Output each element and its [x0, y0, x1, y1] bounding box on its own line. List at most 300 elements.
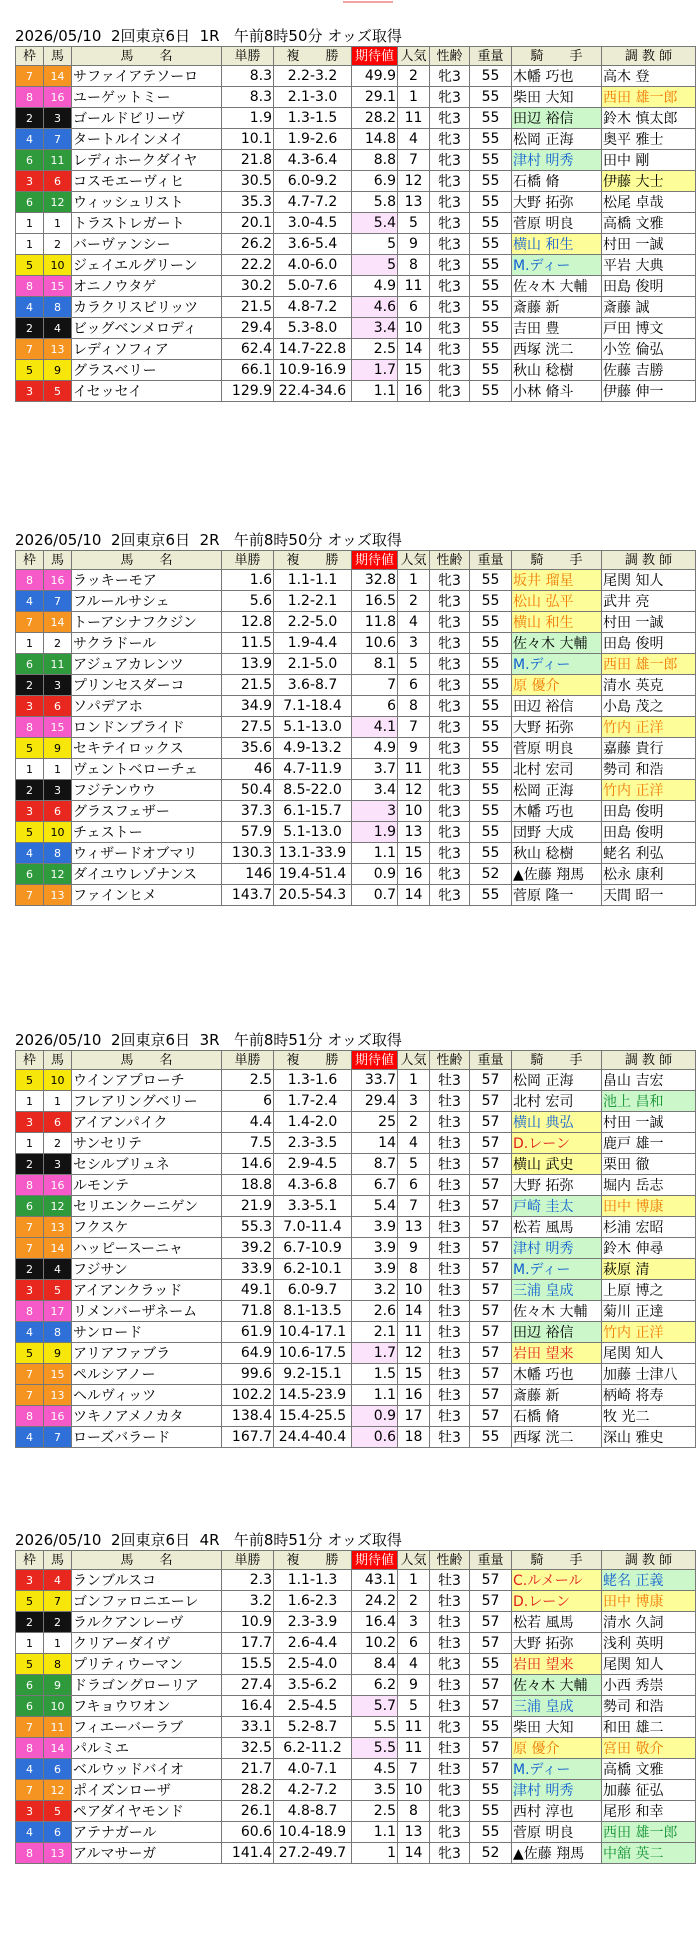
place-odds: 2.9-4.5	[274, 1154, 352, 1175]
horse-name: ファインヒメ	[72, 885, 222, 906]
table-row	[16, 1570, 696, 1591]
horse-name: ラッキーモア	[72, 570, 222, 591]
trainer-name: 上原 博之	[602, 1280, 696, 1301]
place-odds: 10.6-17.5	[274, 1343, 352, 1364]
table-row	[16, 360, 696, 381]
column-header: 単勝	[222, 1551, 274, 1570]
jockey-name: 松岡 正海	[512, 1070, 602, 1091]
horse-name: ペルシアノー	[72, 1364, 222, 1385]
jockey-name: 北村 宏司	[512, 759, 602, 780]
table-row	[16, 297, 696, 318]
win-odds: 130.3	[222, 843, 274, 864]
sex-age: 牡3	[430, 1343, 470, 1364]
trainer-name: 堀内 岳志	[602, 1175, 696, 1196]
popularity: 6	[398, 1175, 430, 1196]
horse-number: 15	[44, 1364, 72, 1385]
horse-number: 16	[44, 570, 72, 591]
expected-value: 4.1	[352, 717, 398, 738]
weight: 55	[470, 1717, 512, 1738]
table-row	[16, 1780, 696, 1801]
horse-number: 10	[44, 1696, 72, 1717]
win-odds: 35.3	[222, 192, 274, 213]
win-odds: 102.2	[222, 1385, 274, 1406]
sex-age: 牝3	[430, 87, 470, 108]
trainer-name: 伊藤 伸一	[602, 381, 696, 402]
weight: 55	[470, 675, 512, 696]
waku-cell: 1	[16, 1633, 44, 1654]
jockey-name: 佐々木 大輔	[512, 633, 602, 654]
weight: 55	[470, 843, 512, 864]
waku-cell: 1	[16, 1091, 44, 1112]
jockey-name: 佐々木 大輔	[512, 276, 602, 297]
popularity: 5	[398, 213, 430, 234]
expected-value: 10.6	[352, 633, 398, 654]
jockey-name: 松若 風馬	[512, 1217, 602, 1238]
expected-value: 28.2	[352, 108, 398, 129]
jockey-name: 松若 風馬	[512, 1612, 602, 1633]
waku-cell: 7	[16, 66, 44, 87]
column-header: 性齢	[430, 551, 470, 570]
table-row	[16, 318, 696, 339]
sex-age: 牡3	[430, 1091, 470, 1112]
sex-age: 牝3	[430, 822, 470, 843]
table-row	[16, 1154, 696, 1175]
win-odds: 33.1	[222, 1717, 274, 1738]
trainer-name: 斎藤 誠	[602, 297, 696, 318]
jockey-name: 斎藤 新	[512, 297, 602, 318]
expected-value: 3.2	[352, 1280, 398, 1301]
horse-number: 13	[44, 1385, 72, 1406]
win-odds: 6	[222, 1091, 274, 1112]
waku-cell: 5	[16, 1591, 44, 1612]
trainer-name: 高木 登	[602, 66, 696, 87]
horse-number: 8	[44, 843, 72, 864]
place-odds: 5.2-8.7	[274, 1717, 352, 1738]
column-header: 期待値	[352, 1051, 398, 1070]
win-odds: 167.7	[222, 1427, 274, 1448]
weight: 57	[470, 1696, 512, 1717]
popularity: 2	[398, 591, 430, 612]
jockey-name: 北村 宏司	[512, 1091, 602, 1112]
column-header: 馬	[44, 1051, 72, 1070]
horse-number: 14	[44, 1238, 72, 1259]
popularity: 11	[398, 1322, 430, 1343]
place-odds: 1.7-2.4	[274, 1091, 352, 1112]
expected-value: 29.4	[352, 1091, 398, 1112]
popularity: 1	[398, 1070, 430, 1091]
expected-value: 14.8	[352, 129, 398, 150]
waku-cell: 6	[16, 654, 44, 675]
sex-age: 牝3	[430, 780, 470, 801]
popularity: 8	[398, 1801, 430, 1822]
weight: 55	[470, 318, 512, 339]
table-row	[16, 1343, 696, 1364]
trainer-name: 松尾 卓哉	[602, 192, 696, 213]
trainer-name: 尾関 知人	[602, 1343, 696, 1364]
place-odds: 4.8-8.7	[274, 1801, 352, 1822]
column-header: 期待値	[352, 47, 398, 66]
sex-age: 牝3	[430, 1801, 470, 1822]
waku-cell: 4	[16, 297, 44, 318]
waku-cell: 1	[16, 234, 44, 255]
sex-age: 牝3	[430, 297, 470, 318]
horse-number: 4	[44, 1259, 72, 1280]
waku-cell: 7	[16, 1238, 44, 1259]
weight: 57	[470, 1175, 512, 1196]
win-odds: 30.5	[222, 171, 274, 192]
expected-value: 6.2	[352, 1675, 398, 1696]
place-odds: 20.5-54.3	[274, 885, 352, 906]
table-row	[16, 696, 696, 717]
horse-name: レディソフィア	[72, 339, 222, 360]
win-odds: 28.2	[222, 1780, 274, 1801]
place-odds: 1.3-1.5	[274, 108, 352, 129]
trainer-name: 田中 博康	[602, 1196, 696, 1217]
trainer-name: 清水 久詞	[602, 1612, 696, 1633]
expected-value: 1.1	[352, 381, 398, 402]
waku-cell: 4	[16, 591, 44, 612]
waku-cell: 2	[16, 108, 44, 129]
horse-number: 15	[44, 717, 72, 738]
table-row	[16, 717, 696, 738]
horse-name: フキョウワオン	[72, 1696, 222, 1717]
odds-table	[15, 550, 696, 906]
expected-value: 4.9	[352, 276, 398, 297]
place-odds: 4.0-6.0	[274, 255, 352, 276]
expected-value: 1.1	[352, 843, 398, 864]
popularity: 7	[398, 1196, 430, 1217]
table-row	[16, 1843, 696, 1864]
race-title: 2026/05/10 2回東京6日 1R 午前8時50分 オッズ取得	[15, 27, 402, 45]
place-odds: 4.0-7.1	[274, 1759, 352, 1780]
win-odds: 8.3	[222, 66, 274, 87]
expected-value: 1.7	[352, 1343, 398, 1364]
horse-number: 11	[44, 654, 72, 675]
jockey-name: ▲佐藤 翔馬	[512, 1843, 602, 1864]
popularity: 14	[398, 1301, 430, 1322]
win-odds: 4.4	[222, 1112, 274, 1133]
horse-number: 6	[44, 1759, 72, 1780]
waku-cell: 7	[16, 1217, 44, 1238]
win-odds: 61.9	[222, 1322, 274, 1343]
place-odds: 24.4-40.4	[274, 1427, 352, 1448]
jockey-name: 柴田 大知	[512, 1717, 602, 1738]
race-section-3	[15, 1030, 695, 1448]
trainer-name: 西田 雄一郎	[602, 1822, 696, 1843]
horse-name: リメンバーザネーム	[72, 1301, 222, 1322]
expected-value: 10.2	[352, 1633, 398, 1654]
weight: 55	[470, 171, 512, 192]
place-odds: 5.1-13.0	[274, 717, 352, 738]
place-odds: 5.1-13.0	[274, 822, 352, 843]
sex-age: 牡3	[430, 1301, 470, 1322]
jockey-name: C.ルメール	[512, 1570, 602, 1591]
win-odds: 11.5	[222, 633, 274, 654]
horse-name: フジサン	[72, 1259, 222, 1280]
popularity: 10	[398, 801, 430, 822]
column-header: 単勝	[222, 47, 274, 66]
sex-age: 牝3	[430, 192, 470, 213]
horse-name: カラクリスピリッツ	[72, 297, 222, 318]
sex-age: 牝3	[430, 759, 470, 780]
sex-age: 牡3	[430, 1591, 470, 1612]
win-odds: 37.3	[222, 801, 274, 822]
waku-cell: 8	[16, 1406, 44, 1427]
win-odds: 21.7	[222, 1759, 274, 1780]
horse-number: 6	[44, 1112, 72, 1133]
column-header: 調 教 師	[602, 47, 696, 66]
expected-value: 5	[352, 234, 398, 255]
jockey-name: 松岡 正海	[512, 129, 602, 150]
popularity: 11	[398, 276, 430, 297]
popularity: 13	[398, 192, 430, 213]
column-header: 枠	[16, 1051, 44, 1070]
expected-value: 2.5	[352, 1801, 398, 1822]
waku-cell: 7	[16, 1717, 44, 1738]
trainer-name: 高橋 文雅	[602, 213, 696, 234]
expected-value: 49.9	[352, 66, 398, 87]
column-header: 枠	[16, 47, 44, 66]
trainer-name: 天間 昭一	[602, 885, 696, 906]
table-row	[16, 213, 696, 234]
waku-cell: 7	[16, 1780, 44, 1801]
horse-number: 7	[44, 129, 72, 150]
sex-age: 牝3	[430, 318, 470, 339]
expected-value: 8.4	[352, 1654, 398, 1675]
trainer-name: 竹内 正洋	[602, 1322, 696, 1343]
horse-number: 1	[44, 213, 72, 234]
column-header: 性齢	[430, 1551, 470, 1570]
column-header: 期待値	[352, 551, 398, 570]
jockey-name: 秋山 稔樹	[512, 360, 602, 381]
horse-number: 12	[44, 1780, 72, 1801]
horse-name: セキテイロックス	[72, 738, 222, 759]
waku-cell: 4	[16, 1759, 44, 1780]
sex-age: 牡3	[430, 1385, 470, 1406]
horse-number: 12	[44, 864, 72, 885]
horse-name: ラルクアンレーヴ	[72, 1612, 222, 1633]
weight: 57	[470, 1154, 512, 1175]
waku-cell: 1	[16, 633, 44, 654]
place-odds: 3.6-8.7	[274, 675, 352, 696]
waku-cell: 6	[16, 150, 44, 171]
jockey-name: 津村 明秀	[512, 150, 602, 171]
weight: 55	[470, 339, 512, 360]
horse-number: 2	[44, 1133, 72, 1154]
sex-age: 牝3	[430, 1780, 470, 1801]
table-row	[16, 1133, 696, 1154]
table-row	[16, 612, 696, 633]
trainer-name: 武井 亮	[602, 591, 696, 612]
win-odds: 138.4	[222, 1406, 274, 1427]
horse-number: 1	[44, 759, 72, 780]
horse-name: ビッグベンメロディ	[72, 318, 222, 339]
trainer-name: 村田 一誠	[602, 1112, 696, 1133]
horse-name: ベルウッドバイオ	[72, 1759, 222, 1780]
popularity: 12	[398, 1343, 430, 1364]
sex-age: 牡3	[430, 1570, 470, 1591]
table-row	[16, 381, 696, 402]
table-row	[16, 276, 696, 297]
table-row	[16, 1301, 696, 1322]
column-header: 重量	[470, 1051, 512, 1070]
jockey-name: 秋山 稔樹	[512, 843, 602, 864]
jockey-name: 田辺 裕信	[512, 108, 602, 129]
jockey-name: 原 優介	[512, 675, 602, 696]
race-section-1	[15, 26, 695, 402]
horse-name: イセッセイ	[72, 381, 222, 402]
jockey-name: 西塚 洸二	[512, 339, 602, 360]
place-odds: 2.1-5.0	[274, 654, 352, 675]
jockey-name: M.ディー	[512, 1759, 602, 1780]
trainer-name: 加藤 士津八	[602, 1364, 696, 1385]
win-odds: 66.1	[222, 360, 274, 381]
place-odds: 8.5-22.0	[274, 780, 352, 801]
jockey-name: 吉田 豊	[512, 318, 602, 339]
expected-value: 3.9	[352, 1217, 398, 1238]
table-row	[16, 1322, 696, 1343]
jockey-name: 津村 明秀	[512, 1238, 602, 1259]
popularity: 15	[398, 360, 430, 381]
weight: 57	[470, 1633, 512, 1654]
popularity: 12	[398, 171, 430, 192]
horse-name: グラスベリー	[72, 360, 222, 381]
place-odds: 2.3-3.5	[274, 1133, 352, 1154]
column-header: 人気	[398, 1551, 430, 1570]
table-row	[16, 1364, 696, 1385]
expected-value: 8.7	[352, 1154, 398, 1175]
sex-age: 牡3	[430, 1406, 470, 1427]
horse-name: ポイズンローザ	[72, 1780, 222, 1801]
sex-age: 牡3	[430, 1070, 470, 1091]
horse-name: サンロード	[72, 1322, 222, 1343]
table-row	[16, 759, 696, 780]
place-odds: 2.2-5.0	[274, 612, 352, 633]
sex-age: 牝3	[430, 1654, 470, 1675]
horse-name: サンセリテ	[72, 1133, 222, 1154]
table-row	[16, 1738, 696, 1759]
popularity: 16	[398, 864, 430, 885]
table-row	[16, 1238, 696, 1259]
sex-age: 牝3	[430, 675, 470, 696]
horse-number: 3	[44, 1154, 72, 1175]
waku-cell: 5	[16, 360, 44, 381]
win-odds: 10.1	[222, 129, 274, 150]
horse-number: 6	[44, 696, 72, 717]
expected-value: 3	[352, 801, 398, 822]
horse-number: 9	[44, 360, 72, 381]
waku-cell: 7	[16, 1385, 44, 1406]
horse-name: ユーゲットミー	[72, 87, 222, 108]
popularity: 7	[398, 1759, 430, 1780]
popularity: 5	[398, 1696, 430, 1717]
table-row	[16, 738, 696, 759]
weight: 55	[470, 192, 512, 213]
win-odds: 27.4	[222, 1675, 274, 1696]
place-odds: 6.0-9.2	[274, 171, 352, 192]
place-odds: 9.2-15.1	[274, 1364, 352, 1385]
table-row	[16, 1612, 696, 1633]
place-odds: 4.3-6.4	[274, 150, 352, 171]
horse-number: 13	[44, 339, 72, 360]
column-header: 人気	[398, 1051, 430, 1070]
race-title: 2026/05/10 2回東京6日 4R 午前8時51分 オッズ取得	[15, 1531, 402, 1549]
jockey-name: 柴田 大知	[512, 87, 602, 108]
expected-value: 0.9	[352, 864, 398, 885]
popularity: 11	[398, 108, 430, 129]
horse-name: ヴェントベローチェ	[72, 759, 222, 780]
waku-cell: 2	[16, 1612, 44, 1633]
horse-name: ルモンテ	[72, 1175, 222, 1196]
horse-number: 3	[44, 780, 72, 801]
column-header: 性齢	[430, 1051, 470, 1070]
place-odds: 1.1-1.1	[274, 570, 352, 591]
expected-value: 16.5	[352, 591, 398, 612]
popularity: 6	[398, 1633, 430, 1654]
horse-number: 16	[44, 87, 72, 108]
weight: 55	[470, 276, 512, 297]
odds-table	[15, 1050, 696, 1448]
horse-number: 3	[44, 108, 72, 129]
column-header: 馬	[44, 1551, 72, 1570]
horse-number: 8	[44, 1322, 72, 1343]
trainer-name: 尾形 和幸	[602, 1801, 696, 1822]
waku-cell: 4	[16, 1322, 44, 1343]
weight: 55	[470, 759, 512, 780]
expected-value: 6	[352, 696, 398, 717]
trainer-name: 蛯名 正義	[602, 1570, 696, 1591]
table-row	[16, 801, 696, 822]
weight: 57	[470, 1196, 512, 1217]
jockey-name: ▲佐藤 翔馬	[512, 864, 602, 885]
waku-cell: 5	[16, 1654, 44, 1675]
table-row	[16, 129, 696, 150]
place-odds: 10.4-17.1	[274, 1322, 352, 1343]
column-header: 調 教 師	[602, 551, 696, 570]
popularity: 3	[398, 1612, 430, 1633]
popularity: 16	[398, 1385, 430, 1406]
weight: 55	[470, 360, 512, 381]
sex-age: 牝3	[430, 612, 470, 633]
waku-cell: 5	[16, 738, 44, 759]
trainer-name: 和田 雄二	[602, 1717, 696, 1738]
horse-name: ゴンファロニエーレ	[72, 1591, 222, 1612]
table-row	[16, 1822, 696, 1843]
trainer-name: 戸田 博文	[602, 318, 696, 339]
waku-cell: 2	[16, 318, 44, 339]
win-odds: 17.7	[222, 1633, 274, 1654]
table-row	[16, 87, 696, 108]
place-odds: 2.6-4.4	[274, 1633, 352, 1654]
sex-age: 牡3	[430, 1675, 470, 1696]
horse-number: 7	[44, 1591, 72, 1612]
column-header: 性齢	[430, 47, 470, 66]
trainer-name: 杉浦 宏昭	[602, 1217, 696, 1238]
trainer-name: 田中 剛	[602, 150, 696, 171]
table-row	[16, 234, 696, 255]
expected-value: 1.7	[352, 360, 398, 381]
trainer-name: 蛯名 利弘	[602, 843, 696, 864]
win-odds: 12.8	[222, 612, 274, 633]
horse-number: 14	[44, 612, 72, 633]
horse-number: 14	[44, 1738, 72, 1759]
horse-number: 6	[44, 171, 72, 192]
waku-cell: 6	[16, 1696, 44, 1717]
win-odds: 141.4	[222, 1843, 274, 1864]
horse-number: 2	[44, 234, 72, 255]
jockey-name: 大野 拓弥	[512, 192, 602, 213]
race-title: 2026/05/10 2回東京6日 2R 午前8時50分 オッズ取得	[15, 531, 402, 549]
